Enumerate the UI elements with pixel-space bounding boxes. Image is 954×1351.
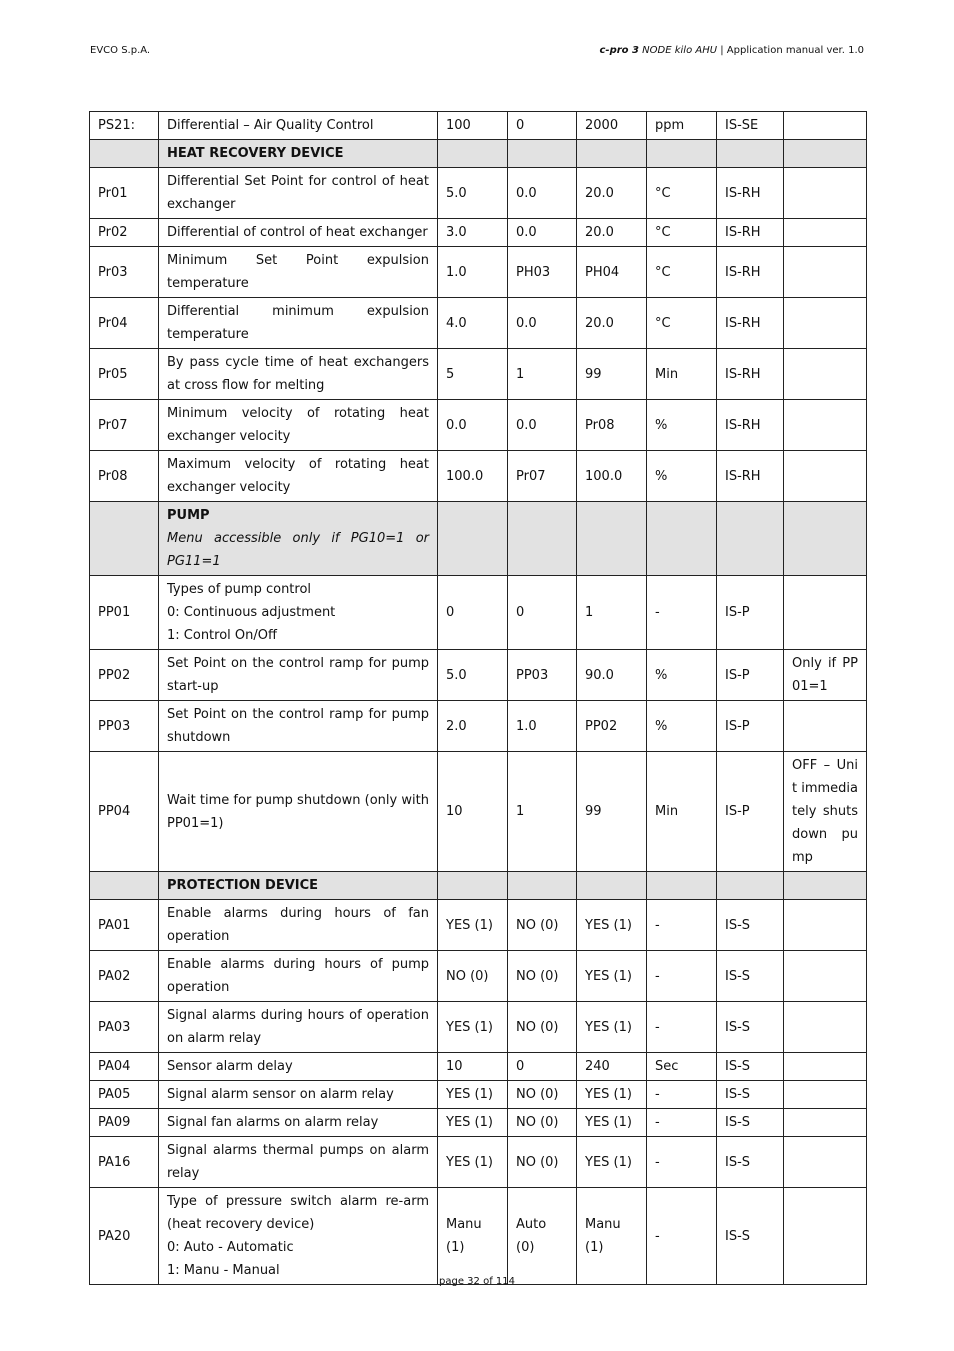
table-row xyxy=(90,951,867,1002)
param-max: YES (1) xyxy=(577,1081,647,1109)
param-unit: - xyxy=(647,576,717,650)
param-default: YES (1) xyxy=(438,1002,508,1053)
param-max: YES (1) xyxy=(577,1137,647,1188)
param-group: IS-P xyxy=(717,576,784,650)
param-code: PP03 xyxy=(90,701,159,752)
param-group: IS-P xyxy=(717,752,784,872)
param-group: IS-SE xyxy=(717,112,784,140)
param-group: IS-RH xyxy=(717,168,784,219)
param-note: Only if PP01=1 xyxy=(784,650,867,701)
param-description: Wait time for pump shutdown (only with PP01=1) xyxy=(159,752,438,872)
param-description: Signal fan alarms on alarm relay xyxy=(159,1109,438,1137)
param-default: Manu (1) xyxy=(438,1188,508,1285)
param-unit: - xyxy=(647,1002,717,1053)
param-code: PA02 xyxy=(90,951,159,1002)
param-unit: % xyxy=(647,400,717,451)
section-empty-cell xyxy=(438,140,508,168)
param-min: NO (0) xyxy=(508,951,577,1002)
param-min: 0.0 xyxy=(508,400,577,451)
param-max: 1 xyxy=(577,576,647,650)
param-min: 1.0 xyxy=(508,701,577,752)
table-row xyxy=(90,1137,867,1188)
param-note xyxy=(784,701,867,752)
section-empty-cell xyxy=(647,502,717,576)
section-title-cell xyxy=(159,502,438,576)
param-group: IS-S xyxy=(717,951,784,1002)
param-min: PP03 xyxy=(508,650,577,701)
table-row xyxy=(90,900,867,951)
param-description: Sensor alarm delay xyxy=(159,1053,438,1081)
param-unit: °C xyxy=(647,298,717,349)
param-max: YES (1) xyxy=(577,951,647,1002)
param-default: YES (1) xyxy=(438,1109,508,1137)
param-description-text: Types of pump control xyxy=(167,582,312,597)
section-code-cell xyxy=(90,140,159,168)
param-default: NO (0) xyxy=(438,951,508,1002)
section-empty-cell xyxy=(438,502,508,576)
table-row xyxy=(90,576,867,650)
table-row xyxy=(90,1053,867,1081)
param-default: 10 xyxy=(438,1053,508,1081)
param-description: Signal alarms during hours of operation on alarm relay xyxy=(159,1002,438,1053)
param-max: 90.0 xyxy=(577,650,647,701)
param-note xyxy=(784,219,867,247)
param-code: Pr04 xyxy=(90,298,159,349)
param-group: IS-RH xyxy=(717,298,784,349)
param-default: 3.0 xyxy=(438,219,508,247)
param-max: PP02 xyxy=(577,701,647,752)
param-code: PS21: xyxy=(90,112,159,140)
param-max: 99 xyxy=(577,752,647,872)
param-max: 20.0 xyxy=(577,168,647,219)
param-code: Pr03 xyxy=(90,247,159,298)
table-row xyxy=(90,112,867,140)
param-note: OFF – Unit immediately shuts down pump xyxy=(784,752,867,872)
table-row xyxy=(90,1081,867,1109)
section-header-row xyxy=(90,140,867,168)
param-default: YES (1) xyxy=(438,900,508,951)
section-subtitle: Menu accessible only if PG10=1 or PG11=1 xyxy=(167,531,429,569)
param-description-text: Type of pressure switch alarm re-arm (heat recovery device) xyxy=(167,1194,429,1232)
param-note xyxy=(784,576,867,650)
param-note xyxy=(784,1002,867,1053)
param-code: PP01 xyxy=(90,576,159,650)
param-code: PA04 xyxy=(90,1053,159,1081)
table-row xyxy=(90,1188,867,1285)
param-description: Minimum Set Point expulsion temperature xyxy=(159,247,438,298)
param-unit: - xyxy=(647,1137,717,1188)
param-unit: ppm xyxy=(647,112,717,140)
param-group: IS-S xyxy=(717,1081,784,1109)
table-row xyxy=(90,1002,867,1053)
header-company: EVCO S.p.A. xyxy=(90,45,151,56)
param-unit: % xyxy=(647,650,717,701)
section-header-row xyxy=(90,872,867,900)
section-title: PROTECTION DEVICE xyxy=(167,878,319,893)
param-code: Pr05 xyxy=(90,349,159,400)
param-group: IS-S xyxy=(717,1109,784,1137)
param-description: Set Point on the control ramp for pump start-up xyxy=(159,650,438,701)
param-max: PH04 xyxy=(577,247,647,298)
param-max: 2000 xyxy=(577,112,647,140)
param-group: IS-S xyxy=(717,1002,784,1053)
param-description: Signal alarms thermal pumps on alarm relay xyxy=(159,1137,438,1188)
param-note xyxy=(784,1188,867,1285)
param-default: YES (1) xyxy=(438,1137,508,1188)
param-code: PA20 xyxy=(90,1188,159,1285)
table-row xyxy=(90,247,867,298)
param-min: 0.0 xyxy=(508,168,577,219)
page-number: page 32 of 114 xyxy=(439,1276,515,1287)
param-unit: - xyxy=(647,951,717,1002)
param-min: Auto (0) xyxy=(508,1188,577,1285)
table-row xyxy=(90,650,867,701)
param-unit: °C xyxy=(647,247,717,298)
param-unit: Min xyxy=(647,349,717,400)
param-min: 1 xyxy=(508,349,577,400)
section-code-cell xyxy=(90,872,159,900)
param-max: 20.0 xyxy=(577,298,647,349)
parameter-table xyxy=(89,111,867,1285)
param-group: IS-S xyxy=(717,1053,784,1081)
table-row xyxy=(90,219,867,247)
param-option-line: 0: Auto - Automatic xyxy=(167,1240,294,1255)
table-row xyxy=(90,349,867,400)
param-note xyxy=(784,298,867,349)
param-unit: Min xyxy=(647,752,717,872)
param-max: 240 xyxy=(577,1053,647,1081)
section-title-cell xyxy=(159,872,438,900)
section-empty-cell xyxy=(508,502,577,576)
param-min: 0 xyxy=(508,112,577,140)
table-row xyxy=(90,400,867,451)
section-empty-cell xyxy=(717,140,784,168)
param-default: 10 xyxy=(438,752,508,872)
param-max: YES (1) xyxy=(577,1002,647,1053)
header-model: NODE kilo AHU xyxy=(642,45,718,56)
table-row xyxy=(90,752,867,872)
section-empty-cell xyxy=(508,872,577,900)
header-product: c-pro 3 xyxy=(599,45,639,56)
section-empty-cell xyxy=(577,140,647,168)
param-default: 5 xyxy=(438,349,508,400)
param-default: 100.0 xyxy=(438,451,508,502)
param-note xyxy=(784,1137,867,1188)
param-max: YES (1) xyxy=(577,1109,647,1137)
param-code: Pr01 xyxy=(90,168,159,219)
section-empty-cell xyxy=(647,140,717,168)
param-min: PH03 xyxy=(508,247,577,298)
param-description: Differential minimum expulsion temperature xyxy=(159,298,438,349)
param-note xyxy=(784,1109,867,1137)
param-default: YES (1) xyxy=(438,1081,508,1109)
param-group: IS-RH xyxy=(717,400,784,451)
section-empty-cell xyxy=(784,502,867,576)
param-group: IS-RH xyxy=(717,349,784,400)
param-description: By pass cycle time of heat exchangers at cross flow for melting xyxy=(159,349,438,400)
param-description: Differential Set Point for control of heat exchanger xyxy=(159,168,438,219)
param-code: Pr07 xyxy=(90,400,159,451)
param-code: PA03 xyxy=(90,1002,159,1053)
param-min: 0.0 xyxy=(508,298,577,349)
param-description: Signal alarm sensor on alarm relay xyxy=(159,1081,438,1109)
table-row xyxy=(90,451,867,502)
param-unit: °C xyxy=(647,168,717,219)
param-unit: - xyxy=(647,900,717,951)
section-empty-cell xyxy=(577,872,647,900)
param-min: 0 xyxy=(508,1053,577,1081)
param-min: 0.0 xyxy=(508,219,577,247)
param-description: Maximum velocity of rotating heat exchanger velocity xyxy=(159,451,438,502)
table-row xyxy=(90,701,867,752)
param-description: Differential – Air Quality Control xyxy=(159,112,438,140)
param-max: Manu (1) xyxy=(577,1188,647,1285)
section-empty-cell xyxy=(717,502,784,576)
param-note xyxy=(784,112,867,140)
param-max: 20.0 xyxy=(577,219,647,247)
param-max: YES (1) xyxy=(577,900,647,951)
param-min: NO (0) xyxy=(508,1081,577,1109)
header-suffix: | Application manual ver. 1.0 xyxy=(720,45,864,56)
param-note xyxy=(784,951,867,1002)
parameter-table-body xyxy=(90,112,867,1285)
param-description xyxy=(159,1188,438,1285)
param-unit: - xyxy=(647,1188,717,1285)
param-min: NO (0) xyxy=(508,1137,577,1188)
param-default: 0 xyxy=(438,576,508,650)
header-manual-title xyxy=(600,45,865,56)
param-min: NO (0) xyxy=(508,1002,577,1053)
param-unit: °C xyxy=(647,219,717,247)
param-group: IS-P xyxy=(717,701,784,752)
param-note xyxy=(784,400,867,451)
param-code: PP02 xyxy=(90,650,159,701)
param-min: 0 xyxy=(508,576,577,650)
param-default: 5.0 xyxy=(438,650,508,701)
param-option-line: 1: Control On/Off xyxy=(167,628,277,643)
param-min: NO (0) xyxy=(508,900,577,951)
section-title: HEAT RECOVERY DEVICE xyxy=(167,146,344,161)
section-empty-cell xyxy=(717,872,784,900)
param-description: Enable alarms during hours of pump operation xyxy=(159,951,438,1002)
param-min: Pr07 xyxy=(508,451,577,502)
section-header-row xyxy=(90,502,867,576)
param-description xyxy=(159,576,438,650)
section-title-cell xyxy=(159,140,438,168)
param-group: IS-RH xyxy=(717,451,784,502)
param-default: 2.0 xyxy=(438,701,508,752)
param-unit: Sec xyxy=(647,1053,717,1081)
param-default: 100 xyxy=(438,112,508,140)
param-code: PP04 xyxy=(90,752,159,872)
param-min: NO (0) xyxy=(508,1109,577,1137)
param-code: Pr08 xyxy=(90,451,159,502)
param-code: PA09 xyxy=(90,1109,159,1137)
param-default: 4.0 xyxy=(438,298,508,349)
param-note xyxy=(784,247,867,298)
param-code: PA01 xyxy=(90,900,159,951)
param-unit: % xyxy=(647,701,717,752)
param-description: Enable alarms during hours of fan operation xyxy=(159,900,438,951)
section-code-cell xyxy=(90,502,159,576)
table-row xyxy=(90,168,867,219)
param-default: 1.0 xyxy=(438,247,508,298)
param-max: 99 xyxy=(577,349,647,400)
param-note xyxy=(784,1053,867,1081)
param-code: PA05 xyxy=(90,1081,159,1109)
param-code: PA16 xyxy=(90,1137,159,1188)
section-title: PUMP xyxy=(167,508,210,523)
param-max: 100.0 xyxy=(577,451,647,502)
param-option-line: 1: Manu - Manual xyxy=(167,1263,280,1278)
param-note xyxy=(784,168,867,219)
param-min: 1 xyxy=(508,752,577,872)
param-default: 0.0 xyxy=(438,400,508,451)
section-empty-cell xyxy=(508,140,577,168)
param-group: IS-S xyxy=(717,1188,784,1285)
table-row xyxy=(90,1109,867,1137)
param-group: IS-P xyxy=(717,650,784,701)
param-group: IS-S xyxy=(717,900,784,951)
param-note xyxy=(784,349,867,400)
section-empty-cell xyxy=(438,872,508,900)
param-note xyxy=(784,900,867,951)
param-note xyxy=(784,1081,867,1109)
param-description: Set Point on the control ramp for pump shutdown xyxy=(159,701,438,752)
param-group: IS-S xyxy=(717,1137,784,1188)
param-max: Pr08 xyxy=(577,400,647,451)
section-empty-cell xyxy=(647,872,717,900)
param-group: IS-RH xyxy=(717,247,784,298)
param-option-line: 0: Continuous adjustment xyxy=(167,605,336,620)
param-group: IS-RH xyxy=(717,219,784,247)
param-default: 5.0 xyxy=(438,168,508,219)
section-empty-cell xyxy=(577,502,647,576)
section-empty-cell xyxy=(784,872,867,900)
section-empty-cell xyxy=(784,140,867,168)
param-code: Pr02 xyxy=(90,219,159,247)
param-unit: - xyxy=(647,1081,717,1109)
param-description: Minimum velocity of rotating heat exchanger velocity xyxy=(159,400,438,451)
param-description: Differential of control of heat exchanger xyxy=(159,219,438,247)
param-note xyxy=(784,451,867,502)
param-unit: % xyxy=(647,451,717,502)
table-row xyxy=(90,298,867,349)
param-unit: - xyxy=(647,1109,717,1137)
